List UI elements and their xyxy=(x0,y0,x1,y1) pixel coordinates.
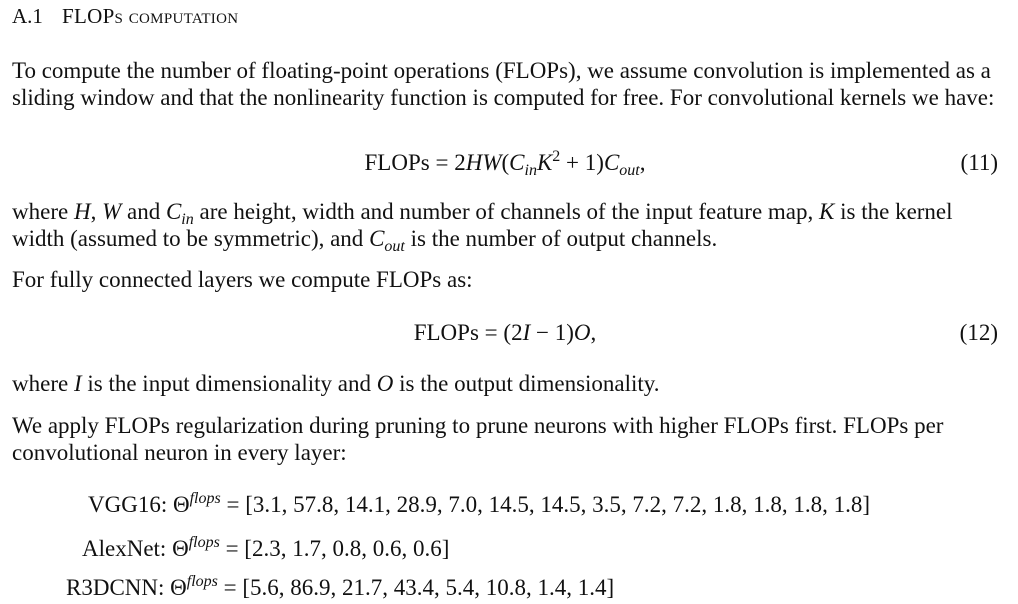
p2-W: W xyxy=(102,199,122,224)
paragraph-fc-intro: For fully connected layers we compute FLOPs as: xyxy=(12,267,473,292)
p4-text-1: where xyxy=(12,371,69,396)
eq1-plus-one: + 1) xyxy=(566,150,604,175)
p2-K: K xyxy=(819,199,835,224)
eq1-C: C xyxy=(509,150,525,175)
p4-text-3: is the output dimensionality. xyxy=(399,371,660,396)
row-values: [5.6, 86.9, 21.7, 43.4, 5.4, 10.8, 1.4, 1.4] xyxy=(242,575,615,600)
row-equals: = xyxy=(223,575,237,600)
row-theta-sup: flops xyxy=(189,490,221,507)
row-theta-sup: flops xyxy=(186,573,218,590)
eq1-sub-out: out xyxy=(619,162,640,179)
paragraph-fc-definitions xyxy=(12,370,998,397)
row-theta: Θ xyxy=(172,492,190,517)
p2-text-5: is the number of output channels. xyxy=(410,226,718,251)
eq1-equals: = xyxy=(435,150,449,175)
equation-number-11: (11) xyxy=(960,150,998,175)
eq2-I: I xyxy=(522,320,531,345)
p2-text-1: where xyxy=(12,199,69,224)
section-number: A.1 xyxy=(12,4,43,28)
p2-text-4: is the kernel width (assumed to be symmetric), and xyxy=(12,199,953,251)
row-equals: = xyxy=(225,536,239,561)
flops-row-vgg16 xyxy=(88,491,870,521)
p2-sub-out: out xyxy=(384,238,405,255)
eq1-C-out: C xyxy=(603,150,620,175)
eq1-K: K xyxy=(536,150,553,175)
p2-C-out: C xyxy=(369,226,385,251)
p2-text-3: are height, width and number of channels of the input feature map, xyxy=(199,199,814,224)
p2-sub-in: in xyxy=(181,211,194,228)
eq1-sub-in: in xyxy=(524,162,537,179)
p2-C: C xyxy=(165,199,182,224)
row-theta: Θ xyxy=(170,575,187,600)
eq1-square: 2 xyxy=(552,148,561,165)
row-values: [2.3, 1.7, 0.8, 0.6, 0.6] xyxy=(244,536,450,561)
row-network-name: AlexNet: xyxy=(82,536,167,561)
paragraph-intro: To compute the number of floating-point operations (FLOPs), we assume convolution is implemented as a sliding window and that the nonlinearity function is computed for free. For convolutional kernels we have: xyxy=(12,58,995,110)
equation-conv-flops xyxy=(12,148,998,179)
p4-text-2: is the input dimensionality and xyxy=(87,371,371,396)
eq1-coef: 2 xyxy=(454,150,466,175)
flops-row-alexnet xyxy=(82,535,449,565)
section-heading xyxy=(12,3,998,30)
eq2-equals: = xyxy=(484,320,498,345)
row-values: [3.1, 57.8, 14.1, 28.9, 7.0, 14.5, 14.5, 3.5, 7.2, 7.2, 1.8, 1.8, 1.8, 1.8] xyxy=(245,492,871,517)
flops-row-r3dcnn xyxy=(66,574,614,604)
row-theta-sup: flops xyxy=(188,534,220,551)
paragraph-conv-definitions xyxy=(12,198,998,255)
p2-text-2: and xyxy=(126,199,161,224)
eq1-lhs: FLOPs xyxy=(364,150,430,175)
eq1-open: ( xyxy=(501,150,510,175)
eq2-lhs: FLOPs xyxy=(413,320,479,345)
eq2-comma: , xyxy=(590,320,597,345)
row-network-name: VGG16: xyxy=(88,492,168,517)
eq1-W: W xyxy=(482,150,502,175)
p4-O: O xyxy=(376,371,394,396)
row-theta: Θ xyxy=(172,536,189,561)
eq2-open: (2 xyxy=(503,320,523,345)
p2-comma: , xyxy=(90,199,97,224)
row-equals: = xyxy=(226,492,240,517)
paragraph-regularization: We apply FLOPs regularization during pruning to prune neurons with higher FLOPs first. FLOPs per convolutional neuron in every layer: xyxy=(12,413,944,465)
equation-number-12: (12) xyxy=(959,320,998,345)
eq1-H: H xyxy=(465,150,483,175)
p2-H: H xyxy=(73,199,91,224)
equation-fc-flops xyxy=(12,319,998,346)
eq2-O: O xyxy=(573,320,591,345)
section-title: FLOPs computation xyxy=(62,4,239,28)
p4-I: I xyxy=(73,371,82,396)
eq1-comma: , xyxy=(639,150,646,175)
eq2-minus: − 1) xyxy=(536,320,574,345)
row-network-name: R3DCNN: xyxy=(66,575,165,600)
